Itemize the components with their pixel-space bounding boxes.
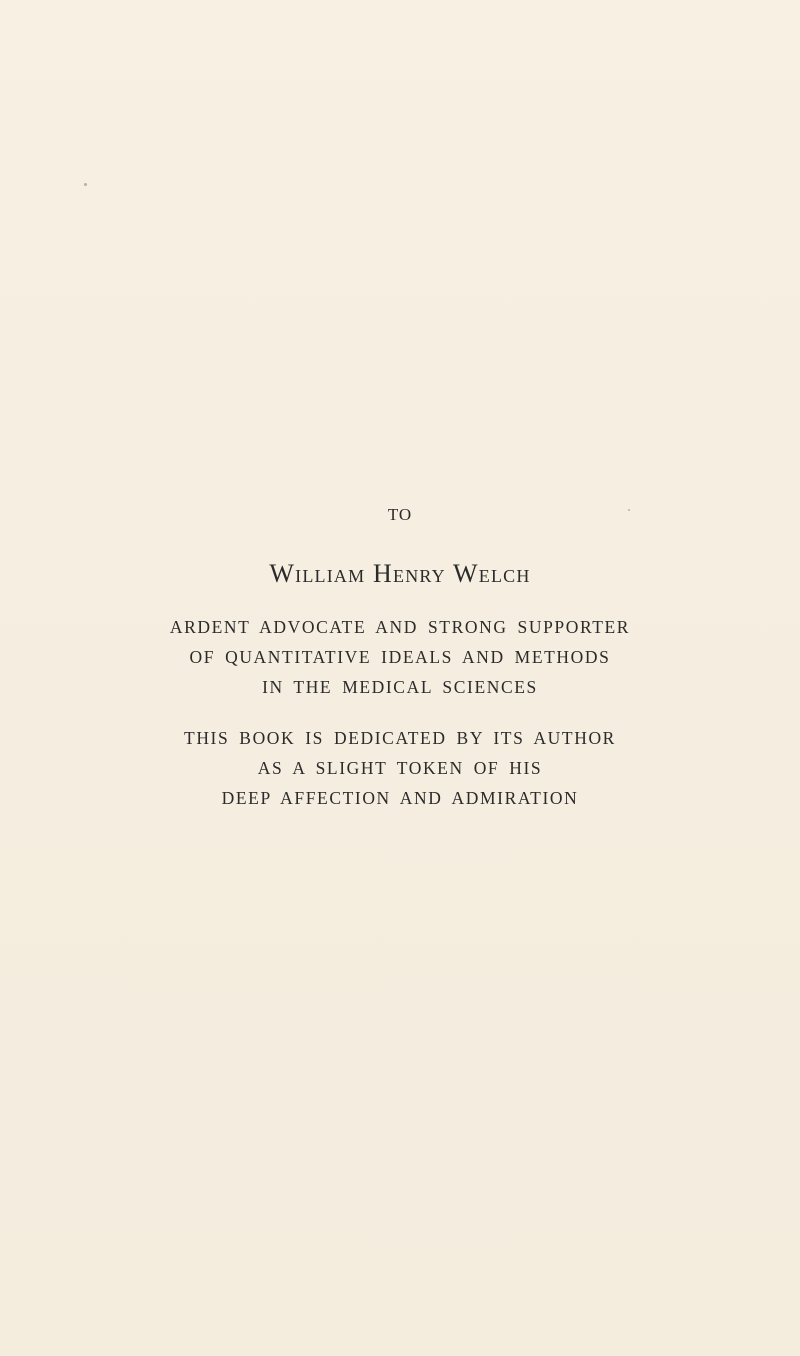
tribute-line: IN THE MEDICAL SCIENCES bbox=[262, 677, 538, 697]
dedication-tribute bbox=[0, 612, 800, 702]
statement-line: THIS BOOK IS DEDICATED BY ITS AUTHOR bbox=[184, 728, 616, 748]
paper-speck bbox=[84, 183, 87, 186]
tribute-line: OF QUANTITATIVE IDEALS AND METHODS bbox=[189, 647, 611, 667]
dedication-to: TO bbox=[387, 505, 413, 524]
tribute-line: ARDENT ADVOCATE AND STRONG SUPPORTER bbox=[169, 617, 631, 637]
statement-line: AS A SLIGHT TOKEN OF HIS bbox=[257, 758, 543, 778]
statement-line: DEEP AFFECTION AND ADMIRATION bbox=[221, 788, 579, 808]
dedication-statement bbox=[0, 723, 800, 813]
dedicatee-name: William Henry Welch bbox=[269, 559, 531, 588]
